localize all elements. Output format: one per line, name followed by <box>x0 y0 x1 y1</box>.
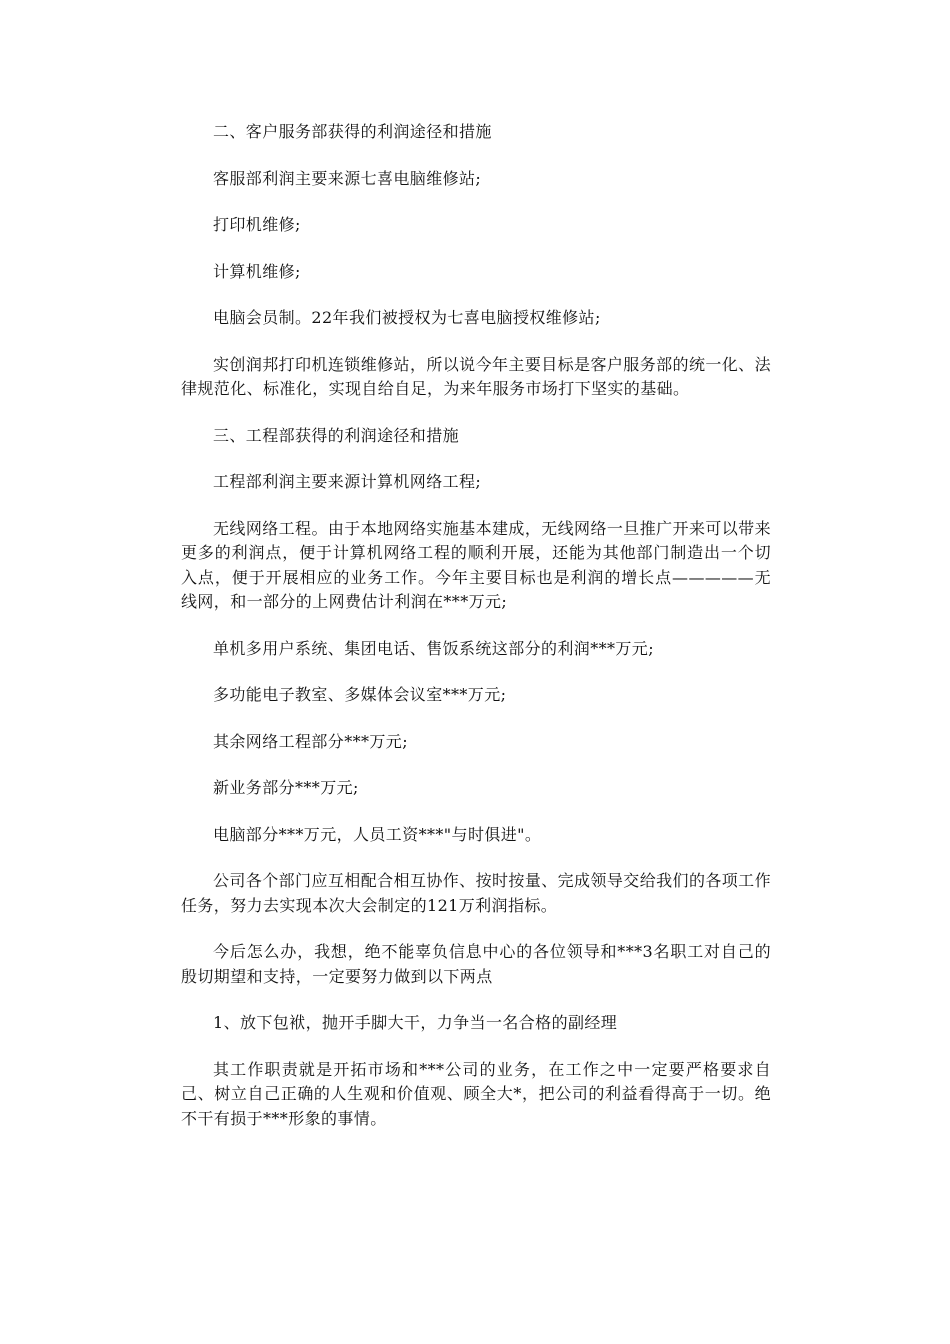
paragraph: 其余网络工程部分***万元; <box>213 731 408 751</box>
paragraph: 无线网络工程。由于本地网络实施基本建成，无线网络一旦推广开来可以带来更多的利润点，便于计算机网络工程的顺利开展，还能为其他部门制造出一个切入点，便于开展相应的业务工作。今年主要目标也是利润的增长点—————无线网，和一部分的上网费估计利润在***万元; <box>181 518 771 611</box>
numbered-heading: 1、放下包袱，抛开手脚大干，力争当一名合格的副经理 <box>213 1013 618 1032</box>
paragraph: 公司各个部门应互相配合相互协作、按时按量、完成领导交给我们的各项工作任务，努力去实现本次大会制定的121万利润指标。 <box>181 871 771 915</box>
paragraph: 工程部利润主要来源计算机网络工程; <box>213 472 482 491</box>
paragraph: 客服部利润主要来源七喜电脑维修站; <box>213 168 482 188</box>
paragraph: 多功能电子教室、多媒体会议室***万元; <box>213 685 507 704</box>
section-heading-customer-service: 二、客户服务部获得的利润途径和措施 <box>213 122 492 141</box>
paragraph: 新业务部分***万元; <box>213 778 359 797</box>
paragraph: 计算机维修; <box>213 261 301 281</box>
paragraph: 其工作职责就是开拓市场和***公司的业务，在工作之中一定要严格要求自己、树立自己正确的人生观和价值观、顾全大*，把公司的利益看得高于一切。绝不干有损于***形象的事情。 <box>181 1059 771 1128</box>
document-body <box>181 120 771 1153</box>
paragraph: 实创润邦打印机连锁维修站，所以说今年主要目标是客户服务部的统一化、法律规范化、标准化，实现自给自足，为来年服务市场打下坚实的基础。 <box>181 354 771 398</box>
section-heading-engineering: 三、工程部获得的利润途径和措施 <box>213 425 460 445</box>
paragraph: 今后怎么办，我想，绝不能辜负信息中心的各位领导和***3名职工对自己的殷切期望和支持，一定要努力做到以下两点 <box>181 942 771 986</box>
paragraph: 电脑部分***万元，人员工资***"与时俱进"。 <box>213 824 542 844</box>
paragraph: 打印机维修; <box>213 215 301 234</box>
paragraph: 电脑会员制。22年我们被授权为七喜电脑授权维修站; <box>213 308 601 327</box>
paragraph: 单机多用户系统、集团电话、售饭系统这部分的利润***万元; <box>213 638 654 658</box>
